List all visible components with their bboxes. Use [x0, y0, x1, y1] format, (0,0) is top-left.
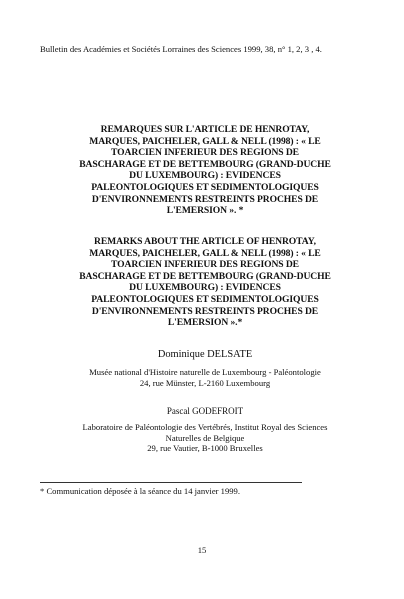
title-french — [40, 124, 370, 217]
affiliation-line: 24, rue Münster, L-2160 Luxembourg — [139, 377, 271, 388]
affiliation-line: 29, rue Vautier, B-1000 Bruxelles — [147, 443, 263, 454]
title-line: REMARKS ABOUT THE ARTICLE OF HENROTAY, — [94, 236, 316, 247]
title-line: TOARCIEN INFERIEUR DES REGIONS DE — [111, 259, 299, 271]
footnote: * Communication déposée à la séance du 14 janvier 1999. — [40, 486, 240, 496]
affiliation-line: Naturelles de Belgique — [165, 432, 245, 443]
page-number: 15 — [197, 545, 207, 555]
title-line: BASCHARAGE ET DE BETTEMBOURG (GRAND-DUCHE — [79, 158, 331, 170]
affiliation-line: Laboratoire de Paléontologie des Vertébrés, Institut Royal des Sciences — [82, 422, 328, 432]
title-line: MARQUES, PAICHELER, GALL & NELL (1998) : « LE — [89, 247, 321, 259]
author-name: Pascal GODEFROIT — [166, 406, 244, 416]
footnote-divider — [40, 482, 302, 483]
title-line: L'EMERSION ». * — [166, 205, 244, 217]
title-line: D'ENVIRONNEMENTS RESTREINTS PROCHES DE — [91, 305, 319, 317]
title-line: PALEONTOLOGIQUES ET SEDIMENTOLOGIQUES — [91, 181, 319, 193]
author-affiliation — [40, 367, 370, 388]
author-affiliation — [40, 422, 370, 454]
title-line: BASCHARAGE ET DE BETTEMBOURG (GRAND-DUCHE — [79, 270, 331, 282]
title-line: L'EMERSION ».* — [167, 317, 243, 329]
title-line: DU LUXEMBOURG) : EVIDENCES — [129, 170, 281, 182]
title-line: DU LUXEMBOURG) : EVIDENCES — [129, 282, 281, 294]
title-line: REMARQUES SUR L'ARTICLE DE HENROTAY, — [100, 124, 310, 135]
title-line: MARQUES, PAICHELER, GALL & NELL (1998) : « LE — [89, 135, 321, 147]
title-line: TOARCIEN INFERIEUR DES REGIONS DE — [111, 147, 299, 159]
author-name: Dominique DELSATE — [157, 349, 253, 360]
title-line: D'ENVIRONNEMENTS RESTREINTS PROCHES DE — [91, 193, 319, 205]
title-line: PALEONTOLOGIQUES ET SEDIMENTOLOGIQUES — [91, 293, 319, 305]
affiliation-line: Musée national d'Histoire naturelle de Luxembourg - Paléontologie — [89, 367, 321, 377]
title-english — [40, 236, 370, 329]
journal-header: Bulletin des Académies et Sociétés Lorraines des Sciences 1999, 38, n° 1, 2, 3 , 4. — [40, 44, 322, 54]
